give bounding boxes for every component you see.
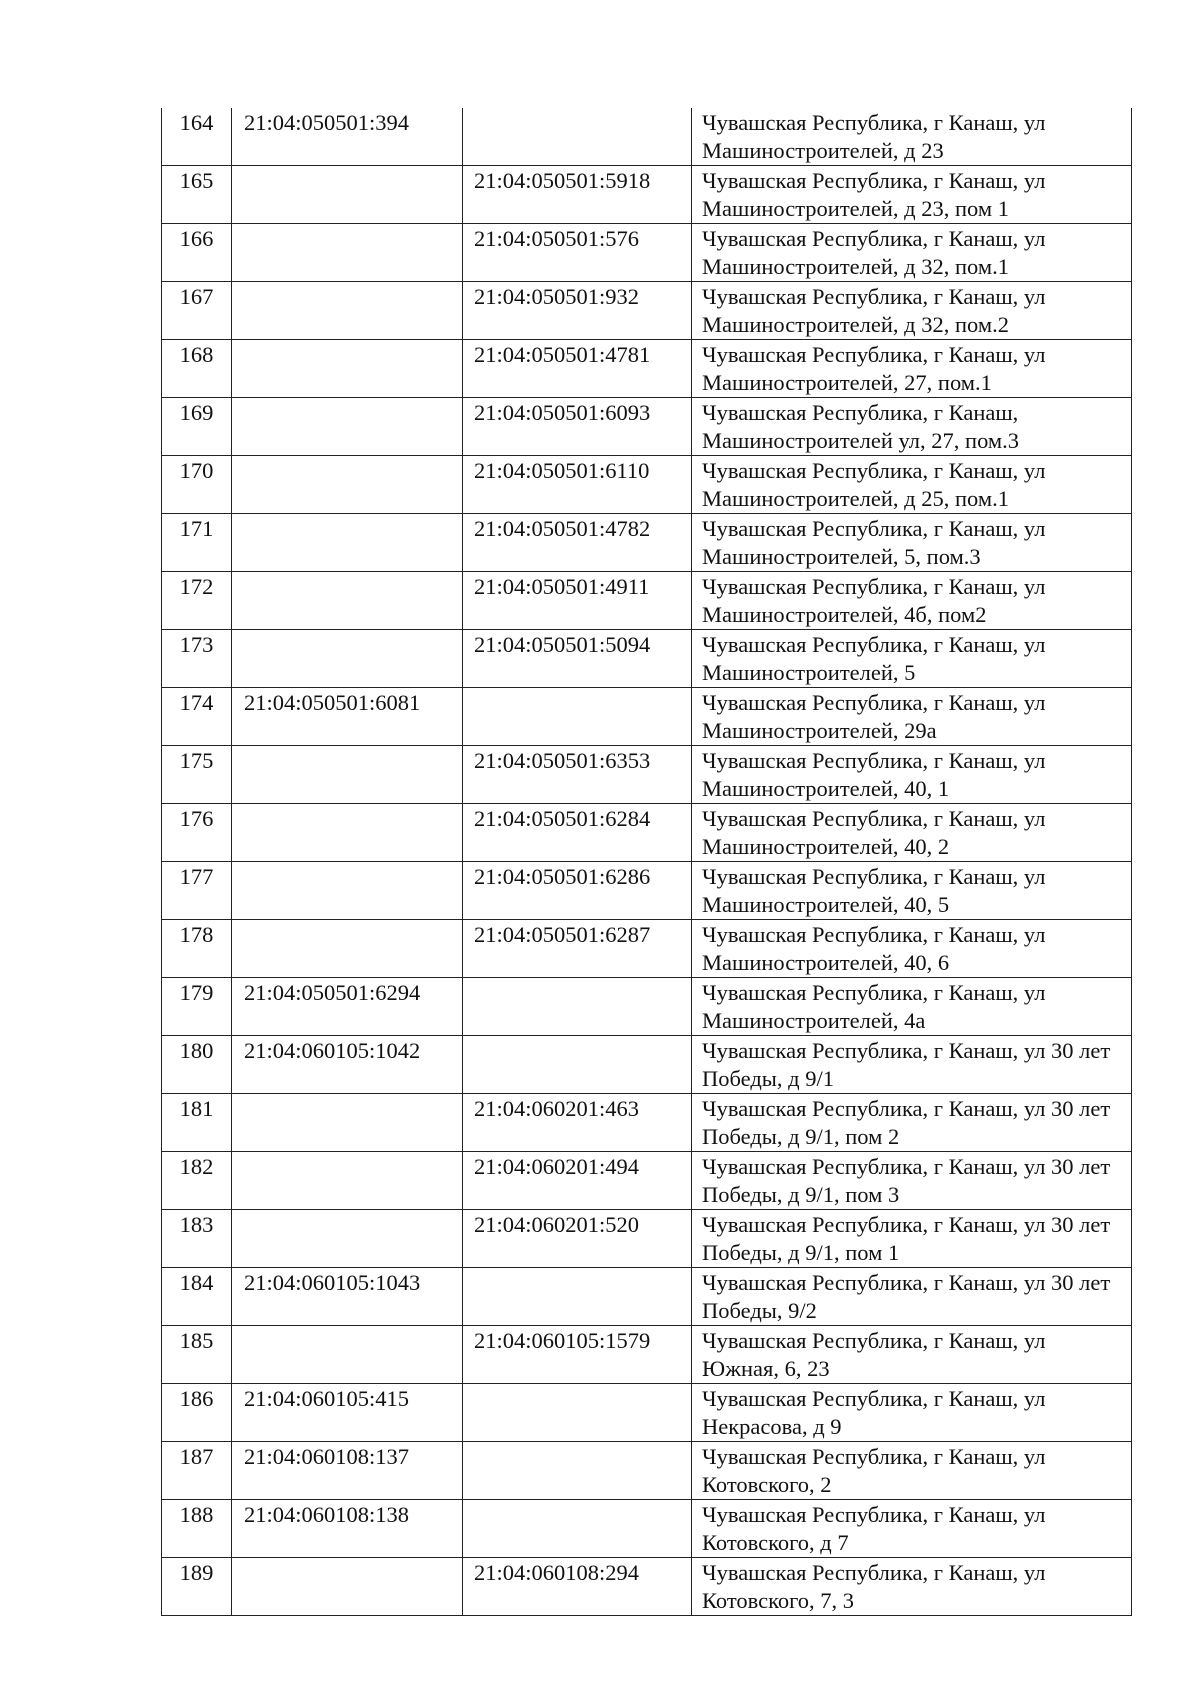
address-cell: Чувашская Республика, г Канаш, ул Машиностроителей, 40, 6 xyxy=(692,920,1132,978)
table-row xyxy=(162,1500,1132,1558)
land-cadastral-number-cell xyxy=(232,1210,463,1268)
land-cadastral-number-cell xyxy=(232,1326,463,1384)
object-cadastral-number-cell: 21:04:050501:5918 xyxy=(463,166,692,224)
table-row xyxy=(162,340,1132,398)
row-number-cell: 171 xyxy=(162,514,232,572)
land-cadastral-number-cell: 21:04:050501:6294 xyxy=(232,978,463,1036)
row-number-cell: 173 xyxy=(162,630,232,688)
land-cadastral-number-cell xyxy=(232,282,463,340)
address-cell: Чувашская Республика, г Канаш, ул Машиностроителей, 5 xyxy=(692,630,1132,688)
table-row xyxy=(162,746,1132,804)
table-row xyxy=(162,1152,1132,1210)
object-cadastral-number-cell: 21:04:050501:4781 xyxy=(463,340,692,398)
object-cadastral-number-cell: 21:04:050501:932 xyxy=(463,282,692,340)
address-cell: Чувашская Республика, г Канаш, ул Машиностроителей, д 32, пом.2 xyxy=(692,282,1132,340)
row-number-cell: 174 xyxy=(162,688,232,746)
address-cell: Чувашская Республика, г Канаш, ул Машиностроителей, д 23 xyxy=(692,108,1132,166)
land-cadastral-number-cell xyxy=(232,224,463,282)
table-row xyxy=(162,1384,1132,1442)
address-cell: Чувашская Республика, г Канаш, ул Машиностроителей, 27, пом.1 xyxy=(692,340,1132,398)
object-cadastral-number-cell: 21:04:050501:4911 xyxy=(463,572,692,630)
address-cell: Чувашская Республика, г Канаш, ул Машиностроителей, 4б, пом2 xyxy=(692,572,1132,630)
registry-table xyxy=(161,108,1132,1616)
address-cell: Чувашская Республика, г Канаш, ул 30 лет Победы, д 9/1 xyxy=(692,1036,1132,1094)
row-number-cell: 179 xyxy=(162,978,232,1036)
table-row xyxy=(162,514,1132,572)
land-cadastral-number-cell: 21:04:060105:415 xyxy=(232,1384,463,1442)
row-number-cell: 186 xyxy=(162,1384,232,1442)
table-row xyxy=(162,282,1132,340)
row-number-cell: 178 xyxy=(162,920,232,978)
table-row xyxy=(162,920,1132,978)
land-cadastral-number-cell xyxy=(232,456,463,514)
row-number-cell: 188 xyxy=(162,1500,232,1558)
row-number-cell: 164 xyxy=(162,108,232,166)
address-cell: Чувашская Республика, г Канаш, ул Машиностроителей, 29а xyxy=(692,688,1132,746)
row-number-cell: 182 xyxy=(162,1152,232,1210)
address-cell: Чувашская Республика, г Канаш, ул Котовского, 2 xyxy=(692,1442,1132,1500)
row-number-cell: 189 xyxy=(162,1558,232,1616)
object-cadastral-number-cell: 21:04:050501:4782 xyxy=(463,514,692,572)
table-row xyxy=(162,804,1132,862)
land-cadastral-number-cell: 21:04:060108:137 xyxy=(232,1442,463,1500)
object-cadastral-number-cell xyxy=(463,688,692,746)
object-cadastral-number-cell xyxy=(463,1268,692,1326)
table-row xyxy=(162,1558,1132,1616)
address-cell: Чувашская Республика, г Канаш, ул Машиностроителей, д 23, пом 1 xyxy=(692,166,1132,224)
table-row xyxy=(162,630,1132,688)
object-cadastral-number-cell: 21:04:050501:576 xyxy=(463,224,692,282)
land-cadastral-number-cell xyxy=(232,1558,463,1616)
address-cell: Чувашская Республика, г Канаш, ул Машиностроителей, 5, пом.3 xyxy=(692,514,1132,572)
land-cadastral-number-cell xyxy=(232,398,463,456)
address-cell: Чувашская Республика, г Канаш, ул 30 лет Победы, д 9/1, пом 3 xyxy=(692,1152,1132,1210)
row-number-cell: 175 xyxy=(162,746,232,804)
land-cadastral-number-cell xyxy=(232,1152,463,1210)
land-cadastral-number-cell xyxy=(232,340,463,398)
object-cadastral-number-cell: 21:04:060105:1579 xyxy=(463,1326,692,1384)
table-row xyxy=(162,456,1132,514)
object-cadastral-number-cell: 21:04:050501:6286 xyxy=(463,862,692,920)
address-cell: Чувашская Республика, г Канаш, Машиностроителей ул, 27, пом.3 xyxy=(692,398,1132,456)
object-cadastral-number-cell: 21:04:050501:5094 xyxy=(463,630,692,688)
table-row xyxy=(162,108,1132,166)
land-cadastral-number-cell: 21:04:050501:6081 xyxy=(232,688,463,746)
row-number-cell: 184 xyxy=(162,1268,232,1326)
object-cadastral-number-cell: 21:04:050501:6093 xyxy=(463,398,692,456)
object-cadastral-number-cell xyxy=(463,1384,692,1442)
land-cadastral-number-cell xyxy=(232,1094,463,1152)
row-number-cell: 176 xyxy=(162,804,232,862)
address-cell: Чувашская Республика, г Канаш, ул Котовского, 7, 3 xyxy=(692,1558,1132,1616)
address-cell: Чувашская Республика, г Канаш, ул Машиностроителей, 40, 5 xyxy=(692,862,1132,920)
object-cadastral-number-cell: 21:04:050501:6110 xyxy=(463,456,692,514)
row-number-cell: 168 xyxy=(162,340,232,398)
land-cadastral-number-cell xyxy=(232,862,463,920)
row-number-cell: 180 xyxy=(162,1036,232,1094)
row-number-cell: 167 xyxy=(162,282,232,340)
table-row xyxy=(162,1036,1132,1094)
land-cadastral-number-cell xyxy=(232,630,463,688)
table-row xyxy=(162,862,1132,920)
land-cadastral-number-cell xyxy=(232,746,463,804)
address-cell: Чувашская Республика, г Канаш, ул Машиностроителей, 40, 2 xyxy=(692,804,1132,862)
address-cell: Чувашская Республика, г Канаш, ул Южная, 6, 23 xyxy=(692,1326,1132,1384)
object-cadastral-number-cell: 21:04:060201:520 xyxy=(463,1210,692,1268)
object-cadastral-number-cell xyxy=(463,108,692,166)
row-number-cell: 181 xyxy=(162,1094,232,1152)
row-number-cell: 166 xyxy=(162,224,232,282)
registry-table-body xyxy=(162,108,1132,1616)
land-cadastral-number-cell xyxy=(232,804,463,862)
address-cell: Чувашская Республика, г Канаш, ул Котовского, д 7 xyxy=(692,1500,1132,1558)
land-cadastral-number-cell xyxy=(232,920,463,978)
object-cadastral-number-cell xyxy=(463,1500,692,1558)
land-cadastral-number-cell xyxy=(232,166,463,224)
object-cadastral-number-cell xyxy=(463,978,692,1036)
table-row xyxy=(162,1442,1132,1500)
object-cadastral-number-cell: 21:04:050501:6287 xyxy=(463,920,692,978)
table-row xyxy=(162,1094,1132,1152)
address-cell: Чувашская Республика, г Канаш, ул Машиностроителей, 40, 1 xyxy=(692,746,1132,804)
table-row xyxy=(162,1268,1132,1326)
object-cadastral-number-cell: 21:04:060201:463 xyxy=(463,1094,692,1152)
table-row xyxy=(162,1210,1132,1268)
object-cadastral-number-cell: 21:04:060108:294 xyxy=(463,1558,692,1616)
row-number-cell: 172 xyxy=(162,572,232,630)
row-number-cell: 183 xyxy=(162,1210,232,1268)
table-row xyxy=(162,224,1132,282)
object-cadastral-number-cell: 21:04:060201:494 xyxy=(463,1152,692,1210)
address-cell: Чувашская Республика, г Канаш, ул Машиностроителей, д 25, пом.1 xyxy=(692,456,1132,514)
table-row xyxy=(162,978,1132,1036)
address-cell: Чувашская Республика, г Канаш, ул 30 лет Победы, 9/2 xyxy=(692,1268,1132,1326)
object-cadastral-number-cell xyxy=(463,1442,692,1500)
address-cell: Чувашская Республика, г Канаш, ул 30 лет Победы, д 9/1, пом 2 xyxy=(692,1094,1132,1152)
land-cadastral-number-cell: 21:04:060105:1043 xyxy=(232,1268,463,1326)
row-number-cell: 177 xyxy=(162,862,232,920)
table-row xyxy=(162,166,1132,224)
address-cell: Чувашская Республика, г Канаш, ул Некрасова, д 9 xyxy=(692,1384,1132,1442)
table-row xyxy=(162,398,1132,456)
row-number-cell: 185 xyxy=(162,1326,232,1384)
object-cadastral-number-cell: 21:04:050501:6353 xyxy=(463,746,692,804)
table-row xyxy=(162,572,1132,630)
land-cadastral-number-cell: 21:04:050501:394 xyxy=(232,108,463,166)
object-cadastral-number-cell: 21:04:050501:6284 xyxy=(463,804,692,862)
row-number-cell: 165 xyxy=(162,166,232,224)
table-row xyxy=(162,1326,1132,1384)
table-row xyxy=(162,688,1132,746)
row-number-cell: 187 xyxy=(162,1442,232,1500)
land-cadastral-number-cell xyxy=(232,572,463,630)
land-cadastral-number-cell xyxy=(232,514,463,572)
object-cadastral-number-cell xyxy=(463,1036,692,1094)
row-number-cell: 169 xyxy=(162,398,232,456)
address-cell: Чувашская Республика, г Канаш, ул 30 лет Победы, д 9/1, пом 1 xyxy=(692,1210,1132,1268)
land-cadastral-number-cell: 21:04:060105:1042 xyxy=(232,1036,463,1094)
land-cadastral-number-cell: 21:04:060108:138 xyxy=(232,1500,463,1558)
address-cell: Чувашская Республика, г Канаш, ул Машиностроителей, 4а xyxy=(692,978,1132,1036)
address-cell: Чувашская Республика, г Канаш, ул Машиностроителей, д 32, пом.1 xyxy=(692,224,1132,282)
row-number-cell: 170 xyxy=(162,456,232,514)
